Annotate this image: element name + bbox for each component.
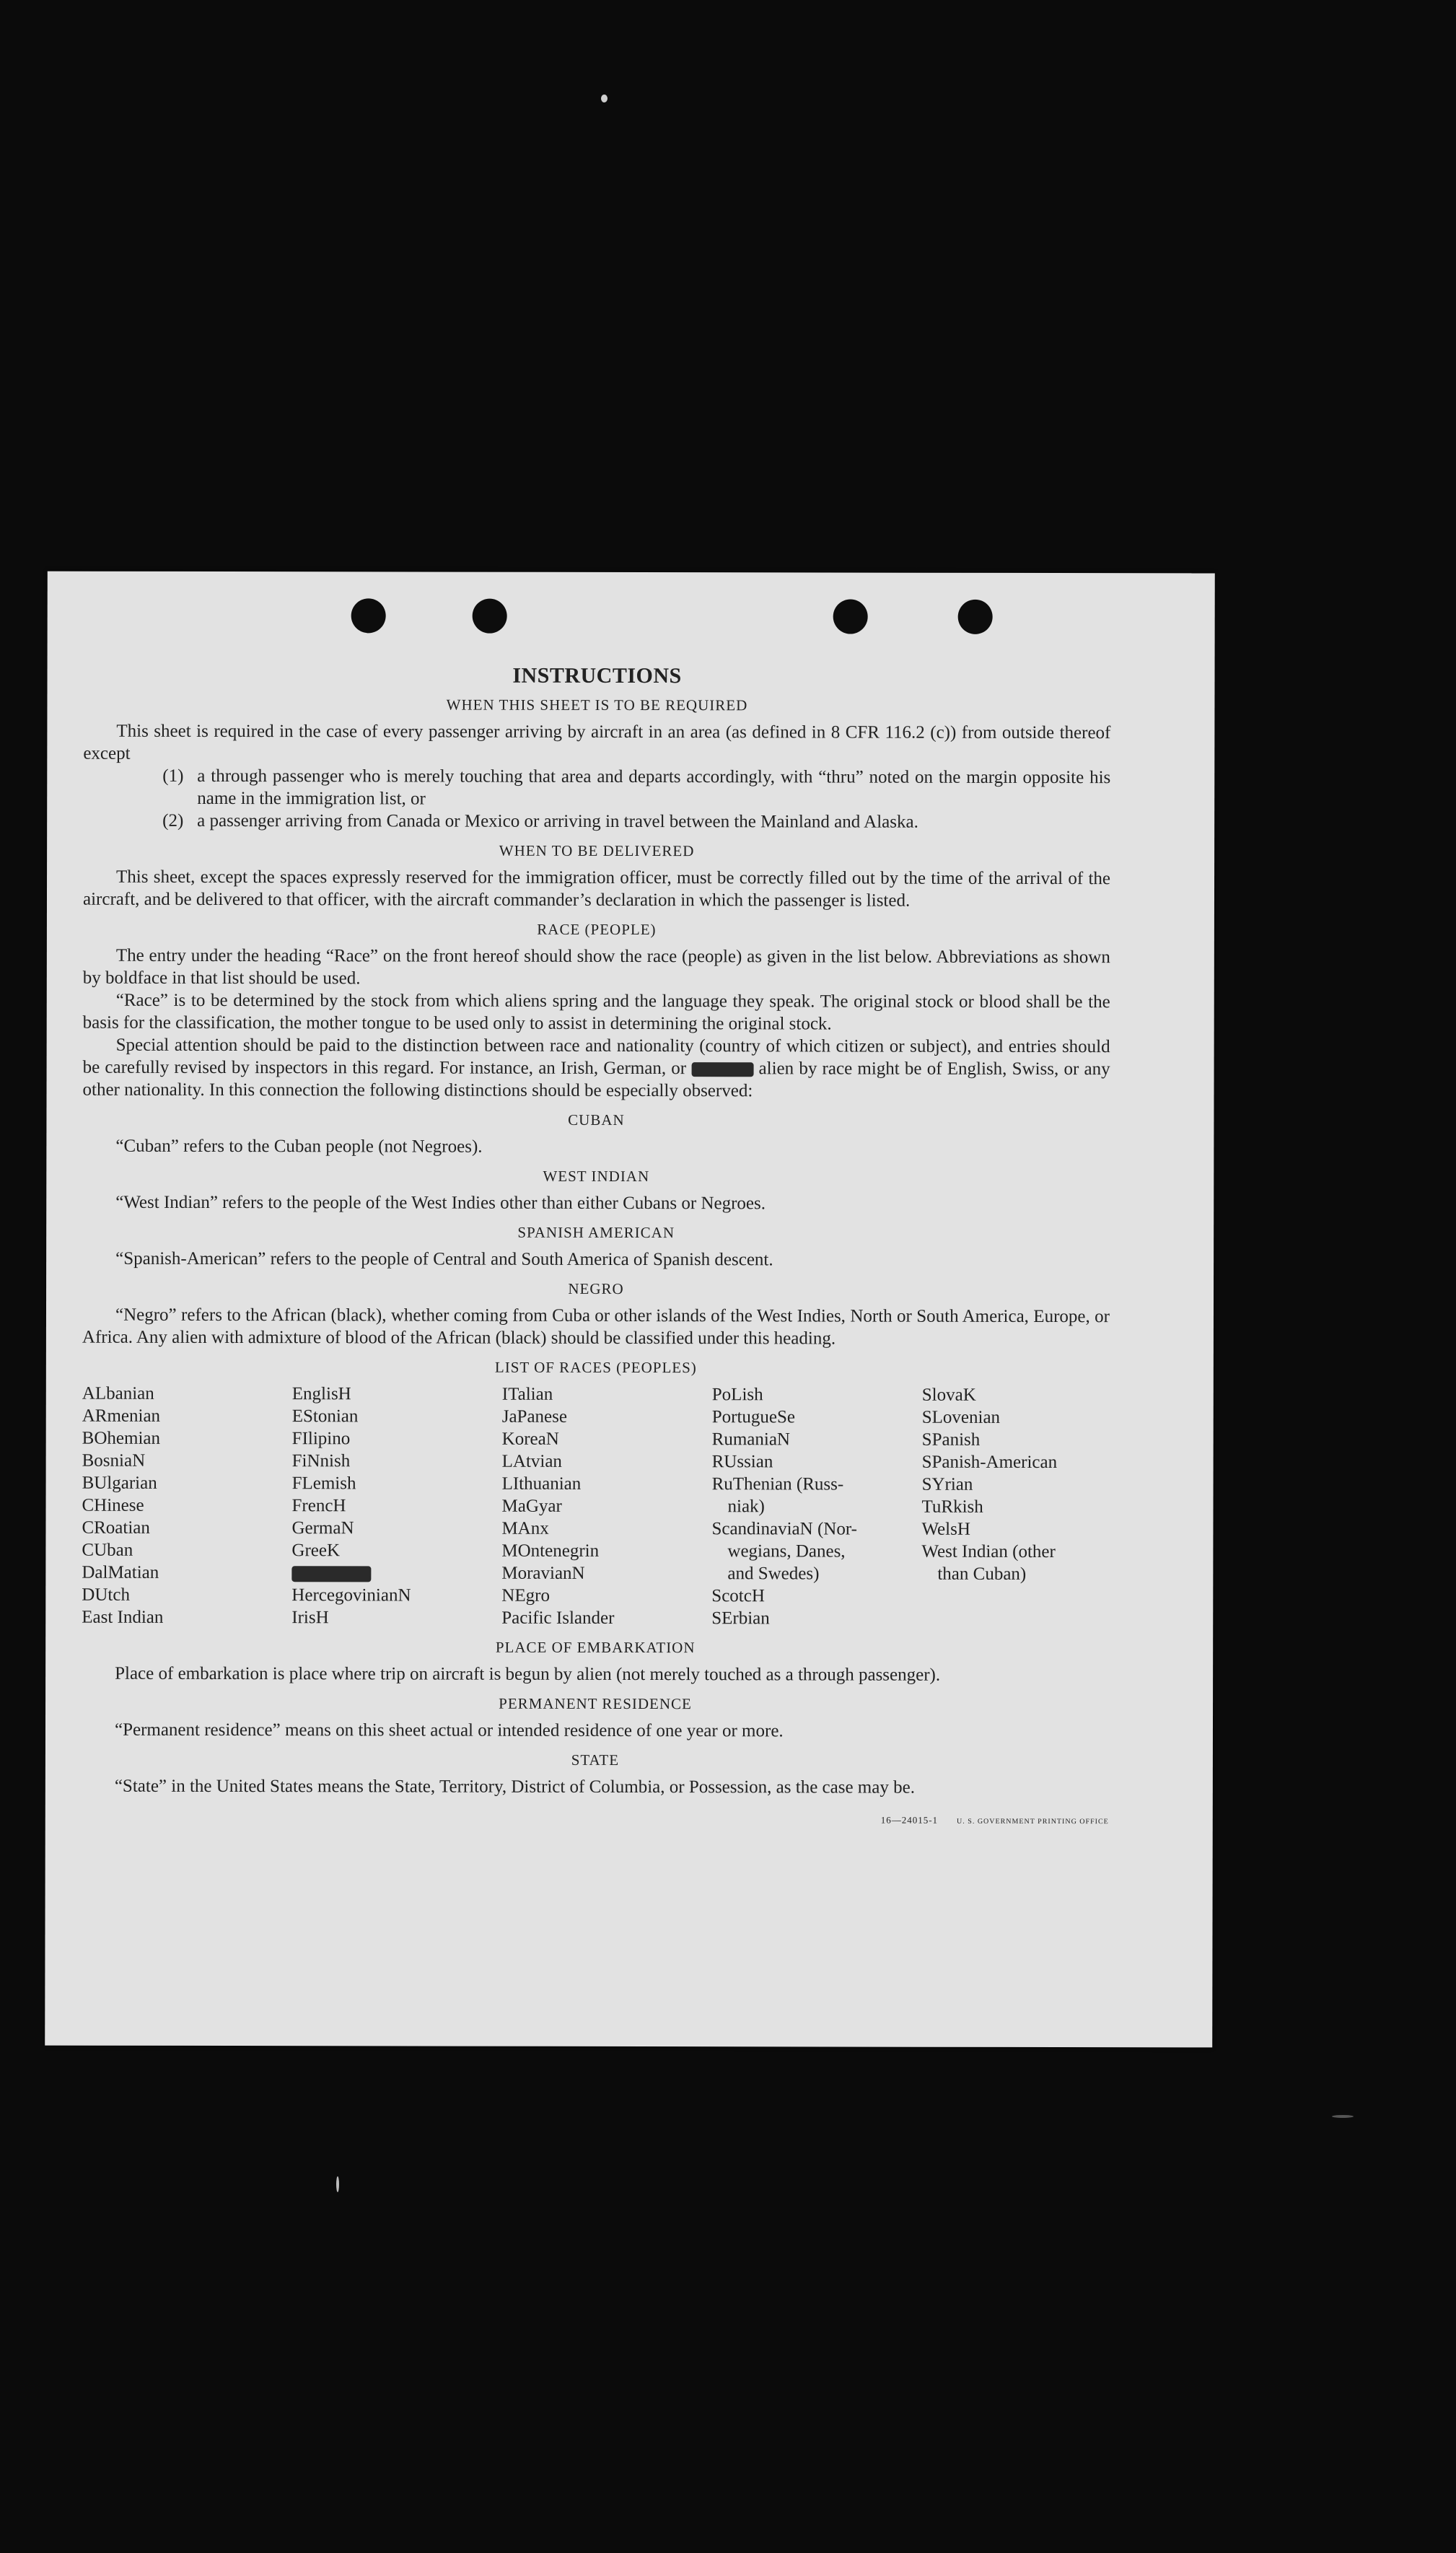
race-entry: East Indian bbox=[82, 1607, 164, 1627]
scan-speck bbox=[1332, 2115, 1354, 2118]
race-entry: niak) bbox=[727, 1497, 765, 1517]
race-entry: wegians, Danes, bbox=[727, 1541, 846, 1562]
race-entry: GermaN bbox=[291, 1518, 354, 1538]
race-entry: NEgro bbox=[501, 1585, 550, 1606]
exception-item bbox=[162, 810, 1110, 833]
race-entry: BUlgarian bbox=[82, 1473, 157, 1493]
race-entry bbox=[291, 1562, 501, 1585]
exception-text: a passenger arriving from Canada or Mexico or arriving in travel between the Mainland and Alaska. bbox=[197, 810, 918, 832]
sheet-content bbox=[82, 664, 1111, 1833]
section-heading-spanish-american: SPANISH AMERICAN bbox=[517, 1223, 675, 1242]
race-paragraph-3-end: alien by race might be of English, Swiss, or any other nationality. In this connection the following distinctions should be especially observed: bbox=[82, 1059, 1110, 1101]
race-entry: SPanish-American bbox=[921, 1452, 1058, 1473]
scan-speck bbox=[601, 95, 608, 102]
race-entry: MAnx bbox=[501, 1518, 549, 1538]
residence-text: “Permanent residence” means on this sheet actual or intended residence of one year or more. bbox=[114, 1720, 784, 1741]
race-entry: PortugueSe bbox=[711, 1407, 796, 1427]
punch-hole bbox=[473, 599, 507, 634]
cuban-text: “Cuban” refers to the Cuban people (not Negroes). bbox=[115, 1136, 483, 1157]
west-indian-text: “West Indian” refers to the people of the West Indies other than either Cubans or Negroes. bbox=[115, 1192, 766, 1214]
race-entry: RUssian bbox=[711, 1452, 773, 1472]
state-text: “State” in the United States means the State, Territory, District of Columbia, or Possession, as the case may be. bbox=[114, 1776, 915, 1797]
race-entry: ScotcH bbox=[711, 1586, 765, 1606]
race-paragraph-3 bbox=[83, 1034, 1110, 1103]
section-heading-negro: NEGRO bbox=[568, 1279, 624, 1297]
exception-number: (2) bbox=[162, 810, 184, 831]
print-code bbox=[881, 1799, 1109, 1834]
race-entry: BOhemian bbox=[82, 1428, 161, 1448]
negro-text: “Negro” refers to the African (black), whether coming from Cuba or other islands of the West Indies, North or South America, Europe, or Africa. Any alien with admixture of blood of the African (black) should be classified under this heading. bbox=[82, 1305, 1110, 1349]
embarkation-text: Place of embarkation is place where trip on aircraft is begun by alien (not merely touched as a through passenger). bbox=[115, 1663, 941, 1685]
race-entry: CHinese bbox=[82, 1495, 144, 1515]
race-entry: FIlipino bbox=[291, 1429, 351, 1449]
when-delivered-text: This sheet, except the spaces expressly reserved for the immigration officer, must be correctly filled out by the time of the arrival of the aircraft, and be delivered to that officer, with the aircraft commander’s declaration in which the passenger is listed. bbox=[82, 867, 1111, 911]
race-entry: MOntenegrin bbox=[501, 1541, 600, 1561]
section-heading-west-indian: WEST INDIAN bbox=[543, 1167, 650, 1186]
redaction-mark bbox=[291, 1566, 371, 1582]
race-entry: FLemish bbox=[291, 1473, 356, 1494]
race-entry: MaGyar bbox=[501, 1496, 562, 1516]
race-entry: GreeK bbox=[291, 1541, 341, 1561]
race-entry: FiNnish bbox=[291, 1451, 351, 1471]
redaction-mark bbox=[691, 1062, 753, 1077]
race-entry: RumaniaN bbox=[711, 1429, 791, 1450]
race-entry: CUban bbox=[82, 1540, 133, 1560]
section-heading-cuban: CUBAN bbox=[568, 1111, 625, 1129]
race-entry: TuRkish bbox=[921, 1497, 983, 1517]
race-entry: SLovenian bbox=[921, 1407, 1001, 1427]
race-entry: JaPanese bbox=[501, 1406, 568, 1427]
race-entry: SErbian bbox=[711, 1608, 770, 1629]
race-entry: SlovaK bbox=[921, 1385, 976, 1405]
section-heading-embarkation: PLACE OF EMBARKATION bbox=[495, 1638, 696, 1657]
race-entry: ALbanian bbox=[82, 1383, 154, 1404]
race-entry: FrencH bbox=[291, 1496, 346, 1516]
race-entry: MoravianN bbox=[501, 1563, 585, 1583]
instruction-sheet bbox=[45, 572, 1215, 2048]
punch-hole bbox=[958, 600, 993, 634]
races-list bbox=[82, 1383, 1110, 1630]
exception-number: (1) bbox=[162, 766, 184, 786]
punch-hole bbox=[351, 598, 386, 633]
race-entry: WelsH bbox=[921, 1519, 970, 1539]
race-paragraph-3-start: Special attention should be paid to the distinction between race and nationality (country of which citizen or subject), and entries should be carefully revised by inspectors in this regard. For instance, an Irish, German, or bbox=[82, 1035, 1110, 1079]
race-entry: BosniaN bbox=[82, 1450, 146, 1471]
race-entry: Pacific Islander bbox=[501, 1608, 615, 1628]
document-title: INSTRUCTIONS bbox=[512, 663, 682, 688]
print-footer bbox=[82, 1797, 1109, 1833]
race-entry: than Cuban) bbox=[937, 1564, 1027, 1584]
spanish-american-text: “Spanish-American” refers to the people of Central and South America of Spanish descent. bbox=[115, 1248, 773, 1270]
printer-name: U. S. GOVERNMENT PRINTING OFFICE bbox=[957, 1817, 1109, 1826]
race-paragraph-2: “Race” is to be determined by the stock from which aliens spring and the language they speak. The original stock or blood shall be the basis for the classification, the mother tongue to be used only to assist in determining the original stock. bbox=[82, 990, 1110, 1034]
section-heading-when-delivered: WHEN TO BE DELIVERED bbox=[499, 841, 695, 860]
form-number: 16—24015-1 bbox=[880, 1814, 939, 1826]
race-entry bbox=[921, 1585, 1109, 1608]
race-entry: KoreaN bbox=[501, 1429, 559, 1449]
race-entry: EnglisH bbox=[291, 1384, 351, 1404]
section-heading-when-required: WHEN THIS SHEET IS TO BE REQUIRED bbox=[446, 696, 748, 714]
race-entry: DUtch bbox=[82, 1585, 130, 1605]
race-entry: CRoatian bbox=[82, 1518, 150, 1538]
race-entry: HercegovinianN bbox=[291, 1585, 411, 1606]
race-entry: RuThenian (Russ- bbox=[711, 1474, 844, 1494]
race-entry: ScandinaviaN (Nor- bbox=[711, 1519, 858, 1539]
race-entry: LIthuanian bbox=[501, 1473, 582, 1494]
scan-speck bbox=[336, 2176, 339, 2192]
section-heading-state: STATE bbox=[571, 1751, 620, 1769]
race-entry: and Swedes) bbox=[727, 1564, 820, 1584]
race-entry: DalMatian bbox=[82, 1562, 159, 1582]
section-heading-residence: PERMANENT RESIDENCE bbox=[499, 1694, 692, 1713]
race-entry bbox=[921, 1608, 1109, 1630]
race-entry: West Indian (other bbox=[921, 1541, 1056, 1562]
race-entry: PoLish bbox=[711, 1385, 763, 1405]
race-entry: SPanish bbox=[921, 1429, 981, 1450]
race-entry: ARmenian bbox=[82, 1406, 161, 1426]
race-paragraph-1: The entry under the heading “Race” on the front hereof should show the race (people) as given in the list below. Abbreviations as shown by boldface in that list should be used. bbox=[82, 945, 1110, 989]
punch-hole bbox=[833, 599, 868, 634]
race-entry: LAtvian bbox=[501, 1451, 562, 1471]
section-heading-list-of-races: LIST OF RACES (PEOPLES) bbox=[494, 1358, 697, 1377]
race-entry: SYrian bbox=[921, 1474, 973, 1494]
exception-item bbox=[162, 765, 1110, 811]
race-entry: IrisH bbox=[291, 1608, 329, 1628]
race-entry: ITalian bbox=[501, 1384, 553, 1404]
race-entry: EStonian bbox=[291, 1406, 359, 1427]
exception-text: a through passenger who is merely touching that area and departs accordingly, with “thru” noted on the margin opposite his name in the immigration list, or bbox=[197, 766, 1111, 809]
when-required-intro: This sheet is required in the case of every passenger arriving by aircraft in an area (as defined in 8 CFR 116.2 (c)) from outside thereof except bbox=[83, 721, 1111, 763]
section-heading-race: RACE (PEOPLE) bbox=[537, 920, 657, 939]
